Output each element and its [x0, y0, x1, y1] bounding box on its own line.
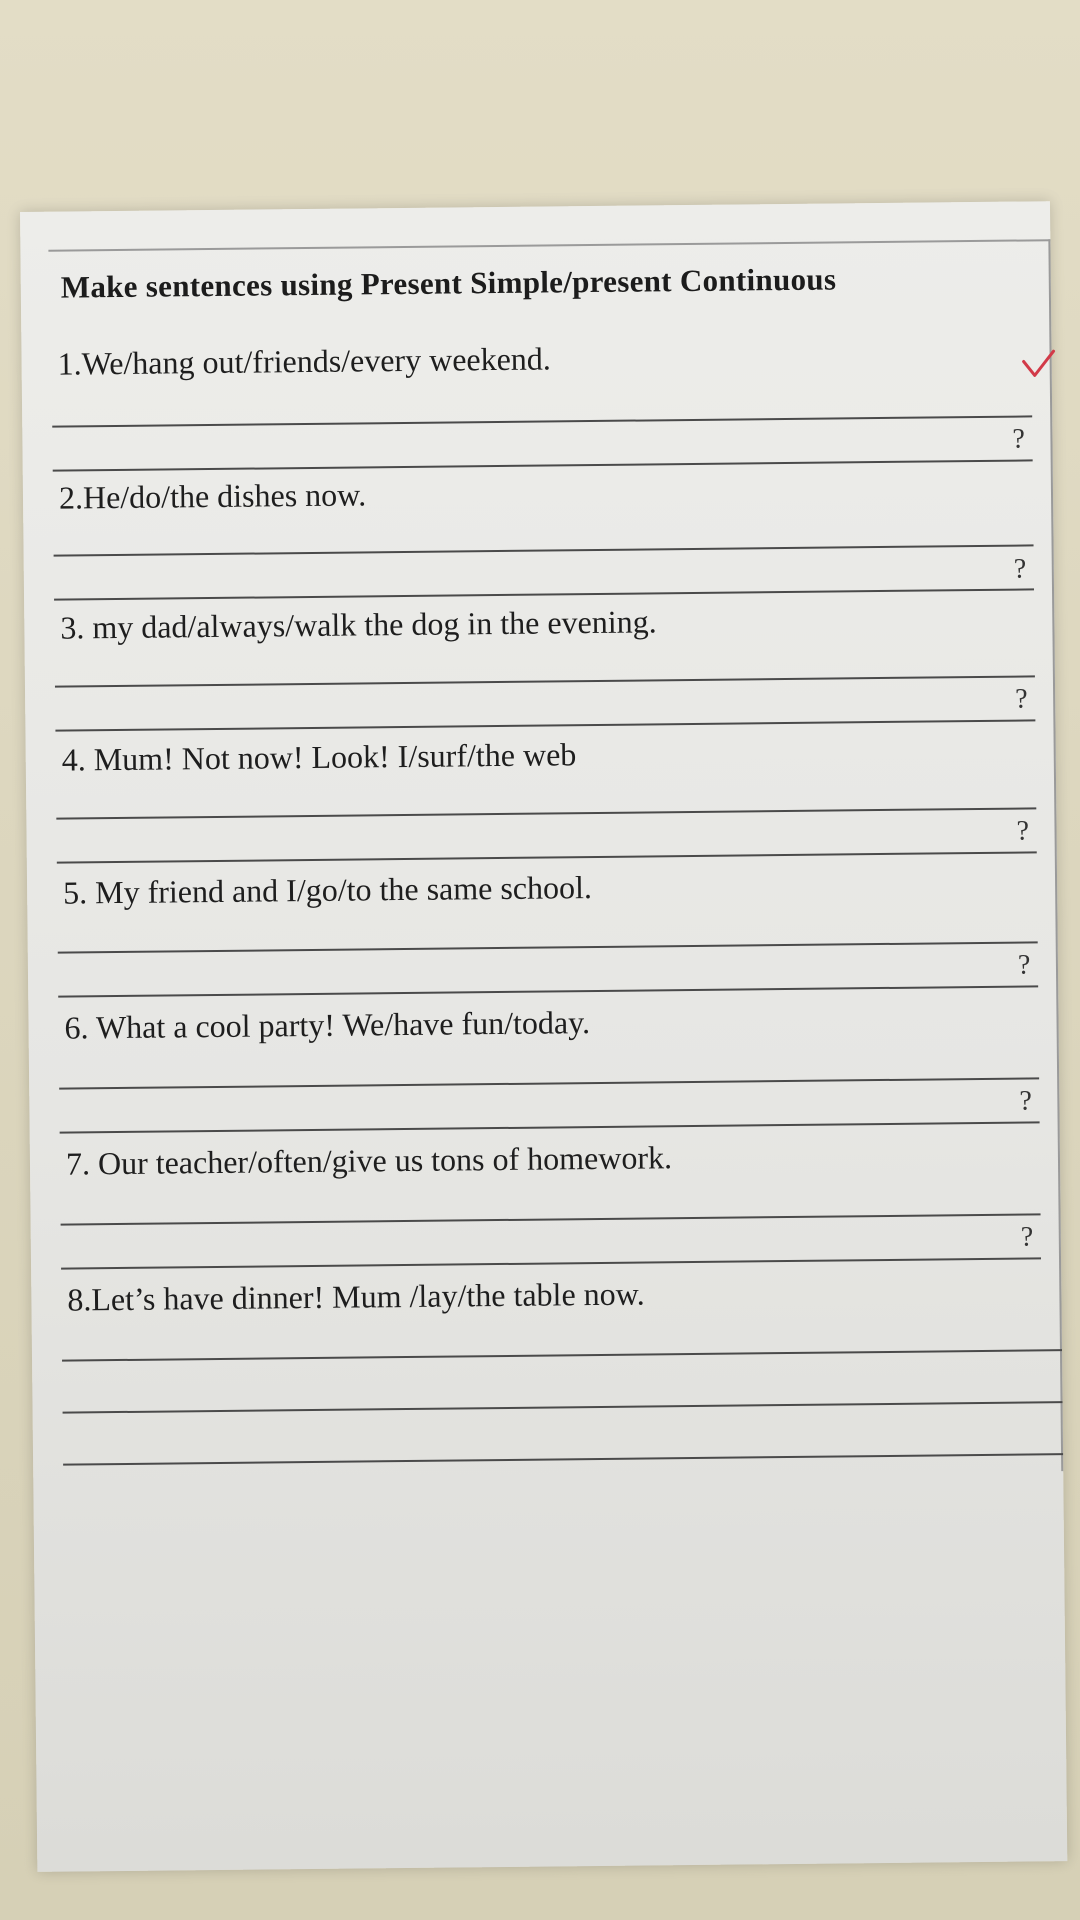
exercise-prompt-1: 1.We/hang out/friends/every weekend. — [57, 340, 552, 382]
question-mark: ? — [1012, 423, 1026, 455]
question-mark: ? — [1016, 815, 1030, 847]
question-mark: ? — [1013, 553, 1027, 585]
question-mark: ? — [1019, 1085, 1032, 1117]
exercise-prompt-4: 4. Mum! Not now! Look! I/surf/the web — [61, 736, 577, 778]
check-mark-icon — [1021, 349, 1055, 379]
exercise-prompt-8: 8.Let’s have dinner! Mum /lay/the table now. — [67, 1275, 645, 1318]
question-mark: ? — [1020, 1221, 1034, 1253]
exercise-prompt-5: 5. My friend and I/go/to the same school. — [62, 869, 593, 911]
exercise-prompt-7: 7. Our teacher/often/give us tons of homework. — [65, 1139, 673, 1182]
question-mark: ? — [1017, 949, 1031, 981]
exercise-prompt-6: 6. What a cool party! We/have fun/today. — [64, 1004, 591, 1046]
exercise-prompt-3: 3. my dad/always/walk the dog in the evening. — [60, 603, 657, 646]
exercise-prompt-2: 2.He/do/the dishes now. — [58, 476, 367, 516]
question-mark: ? — [1014, 683, 1028, 715]
worksheet-title: Make sentences using Present Simple/present Continuous — [60, 261, 837, 305]
worksheet-paper — [20, 201, 1067, 1872]
